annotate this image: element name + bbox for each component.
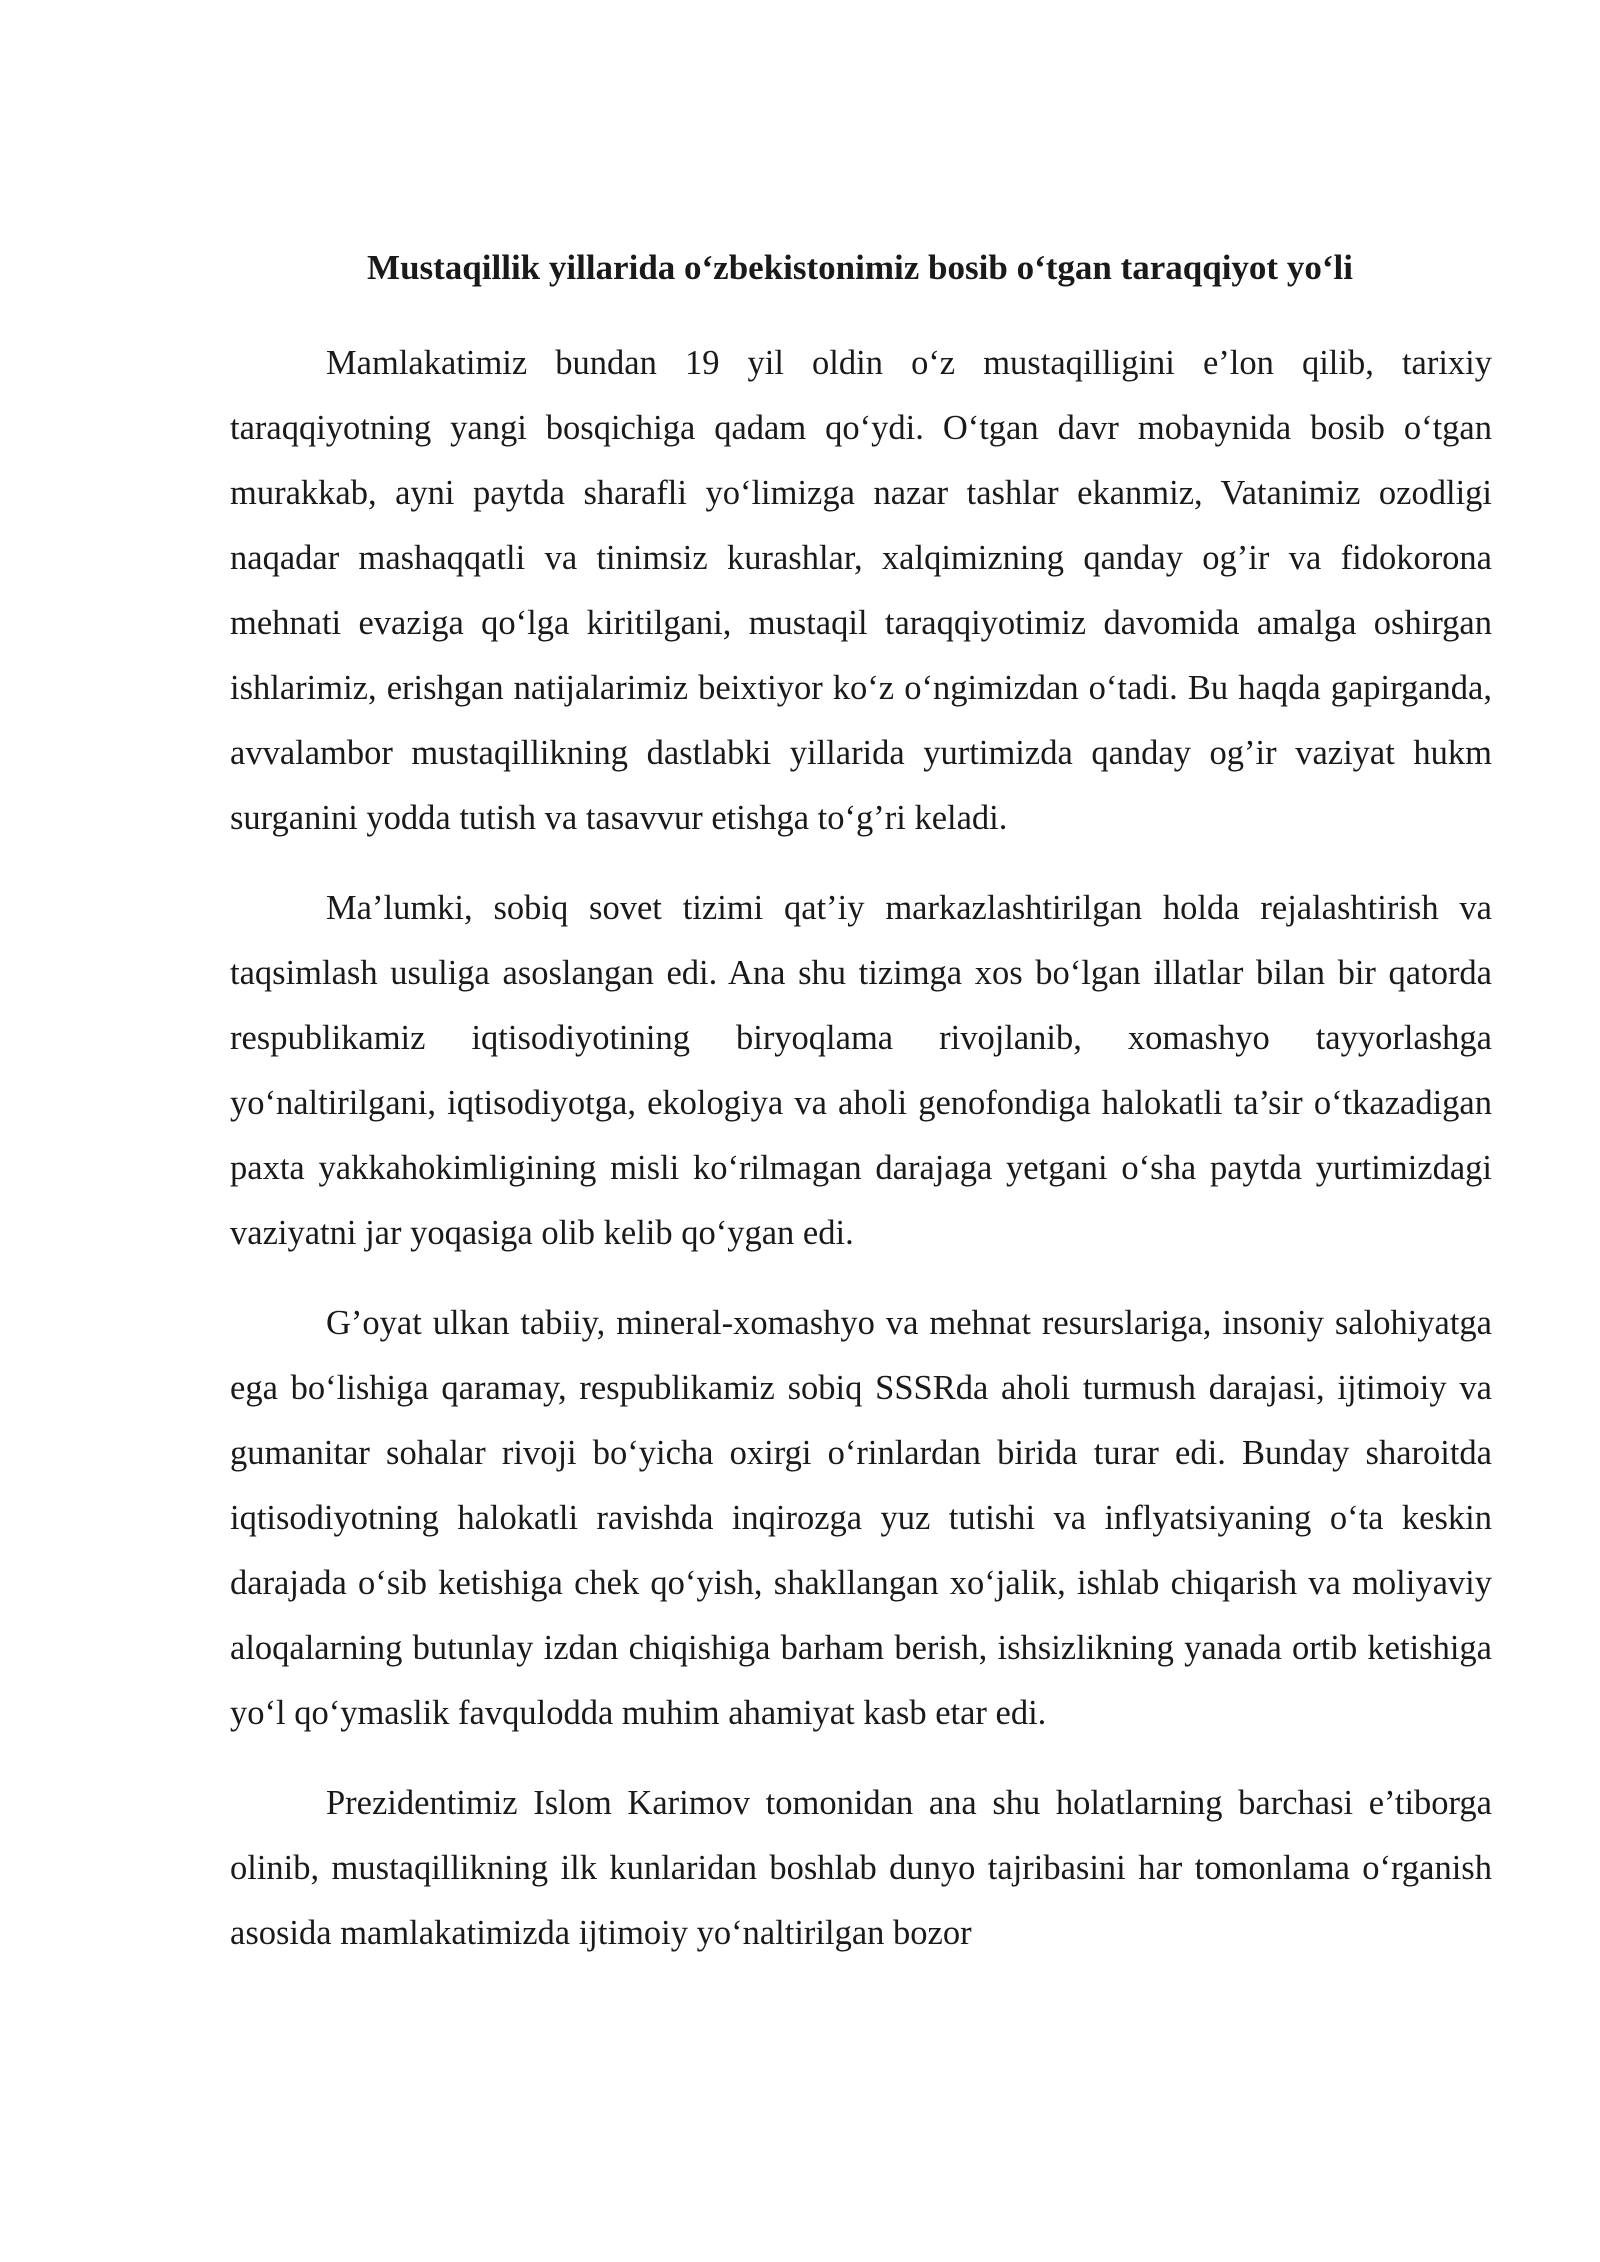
- document-title: Mustaqillik yillarida o‘zbekistonimiz bosib o‘tgan taraqqiyot yo‘li: [367, 248, 1353, 287]
- paragraph-2: Ma’lumki, sobiq sovet tizimi qat’iy markazlashtirilgan holda rejalashtirish va taqsimlash usuliga asoslangan edi. Ana shu tizimga xos bo‘lgan illatlar bilan bir qatorda respublikamiz iqtisodiyotining biryoqlama rivojlanib, xomashyo tayyorlashga yo‘naltirilgani, iqtisodiyotga, ekologiya va aholi genofondiga halokatli ta’sir o‘tkazadigan paxta yakkahokimligining misli ko‘rilmagan darajaga yetgani o‘sha paytda yurtimizdagi vaziyatni jar yoqasiga olib kelib qo‘ygan edi.: [230, 889, 1492, 1252]
- paragraph-4: Prezidentimiz Islom Karimov tomonidan ana shu holatlarning barchasi e’tiborga olinib, mustaqillikning ilk kunlaridan boshlab dunyo tajribasini har tomonlama o‘rganish asosida mamlakatimizda ijtimoiy yo‘naltirilgan bozor: [230, 1784, 1492, 1952]
- document-body: [230, 331, 1492, 1991]
- paragraph-3: G’oyat ulkan tabiiy, mineral-xomashyo va mehnat resurslariga, insoniy salohiyatga ega bo‘lishiga qaramay, respublikamiz sobiq SSSRda aholi turmush darajasi, ijtimoiy va gumanitar sohalar rivoji bo‘yicha oxirgi o‘rinlardan birida turar edi. Bunday sharoitda iqtisodiyotning halokatli ravishda inqirozga yuz tutishi va inflyatsiyaning o‘ta keskin darajada o‘sib ketishiga chek qo‘yish, shakllangan xo‘jalik, ishlab chiqarish va moliyaviy aloqalarning butunlay izdan chiqishiga barham berish, ishsizlikning yanada ortib ketishiga yo‘l qo‘ymaslik favqulodda muhim ahamiyat kasb etar edi.: [230, 1304, 1492, 1732]
- paragraph-1: Mamlakatimiz bundan 19 yil oldin o‘z mustaqilligini e’lon qilib, tarixiy taraqqiyotning yangi bosqichiga qadam qo‘ydi. O‘tgan davr mobaynida bosib o‘tgan murakkab, ayni paytda sharafli yo‘limizga nazar tashlar ekanmiz, Vatanimiz ozodligi naqadar mashaqqatli va tinimsiz kurashlar, xalqimizning qanday og’ir va fidokorona mehnati evaziga qo‘lga kiritilgani, mustaqil taraqqiyotimiz davomida amalga oshirgan ishlarimiz, erishgan natijalarimiz beixtiyor ko‘z o‘ngimizdan o‘tadi. Bu haqda gapirganda, avvalambor mustaqillikning dastlabki yillarida yurtimizda qanday og’ir vaziyat hukm surganini yodda tutish va tasavvur etishga to‘g’ri keladi.: [230, 344, 1492, 837]
